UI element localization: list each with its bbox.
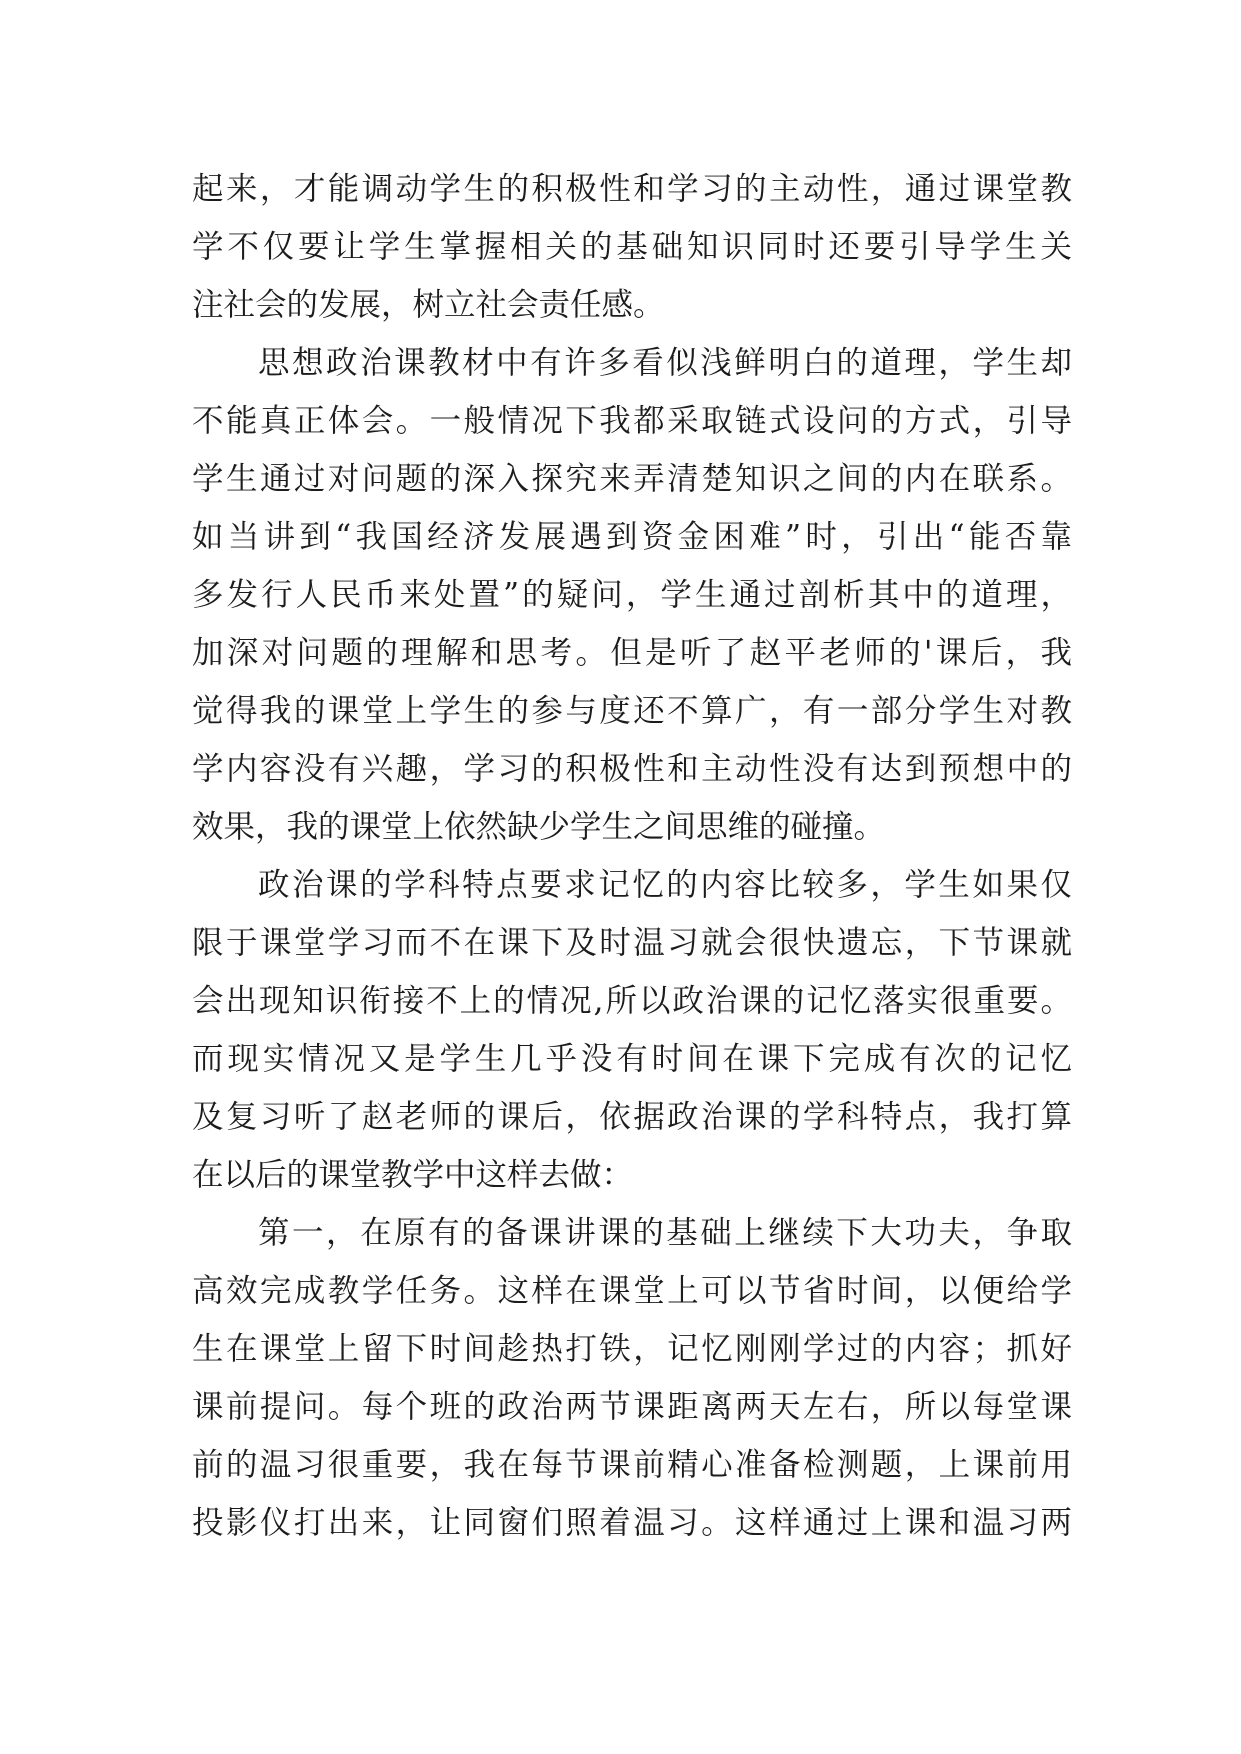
paragraph-3-line-4: 而现实情况又是学生几乎没有时间在课下完成有次的记忆 bbox=[192, 1041, 1072, 1077]
paragraph-3-line-5: 及复习听了赵老师的课后，依据政治课的学科特点，我打算 bbox=[192, 1099, 1072, 1135]
paragraph-4-line-6: 投影仪打出来，让同窗们照着温习。这样通过上课和温习两 bbox=[192, 1505, 1072, 1541]
paragraph-3-line-3: 会出现知识衔接不上的情况,所以政治课的记忆落实很重要。 bbox=[192, 983, 1072, 1019]
paragraph-4-line-5: 前的温习很重要，我在每节课前精心准备检测题，上课前用 bbox=[192, 1447, 1072, 1483]
paragraph-2-line-5: 多发行人民币来处置”的疑问，学生通过剖析其中的道理， bbox=[192, 577, 1072, 613]
paragraph-3-line-2: 限于课堂学习而不在课下及时温习就会很快遗忘，下节课就 bbox=[192, 925, 1072, 961]
document-body bbox=[192, 160, 1072, 1552]
paragraph-1-line-1: 起来，才能调动学生的积极性和学习的主动性，通过课堂教 bbox=[192, 171, 1072, 207]
paragraph-2-line-4: 如当讲到“我国经济发展遇到资金困难”时，引出“能否靠 bbox=[192, 519, 1072, 555]
paragraph-1-line-3: 注社会的发展，树立社会责任感。 bbox=[192, 287, 665, 323]
paragraph-4-line-3: 生在课堂上留下时间趁热打铁，记忆刚刚学过的内容；抓好 bbox=[192, 1331, 1072, 1367]
paragraph-2-line-3: 学生通过对问题的深入探究来弄清楚知识之间的内在联系。 bbox=[192, 461, 1072, 497]
paragraph-4-line-2: 高效完成教学任务。这样在课堂上可以节省时间，以便给学 bbox=[192, 1273, 1072, 1309]
paragraph-2-line-7: 觉得我的课堂上学生的参与度还不算广，有一部分学生对教 bbox=[192, 693, 1072, 729]
paragraph-4-line-4: 课前提问。每个班的政治两节课距离两天左右，所以每堂课 bbox=[192, 1389, 1072, 1425]
paragraph-2-line-1: 思想政治课教材中有许多看似浅鲜明白的道理，学生却 bbox=[258, 345, 1072, 381]
paragraph-1-line-2: 学不仅要让学生掌握相关的基础知识同时还要引导学生关 bbox=[192, 229, 1072, 265]
paragraph-2-line-9: 效果，我的课堂上依然缺少学生之间思维的碰撞。 bbox=[192, 809, 886, 845]
paragraph-3-line-6: 在以后的课堂教学中这样去做： bbox=[192, 1157, 634, 1193]
paragraph-2-line-8: 学内容没有兴趣，学习的积极性和主动性没有达到预想中的 bbox=[192, 751, 1072, 787]
paragraph-4-line-1: 第一，在原有的备课讲课的基础上继续下大功夫，争取 bbox=[258, 1215, 1072, 1251]
paragraph-2-line-2: 不能真正体会。一般情况下我都采取链式设问的方式，引导 bbox=[192, 403, 1072, 439]
paragraph-3-line-1: 政治课的学科特点要求记忆的内容比较多，学生如果仅 bbox=[258, 867, 1072, 903]
paragraph-2-line-6: 加深对问题的理解和思考。但是听了赵平老师的'课后，我 bbox=[192, 635, 1072, 671]
